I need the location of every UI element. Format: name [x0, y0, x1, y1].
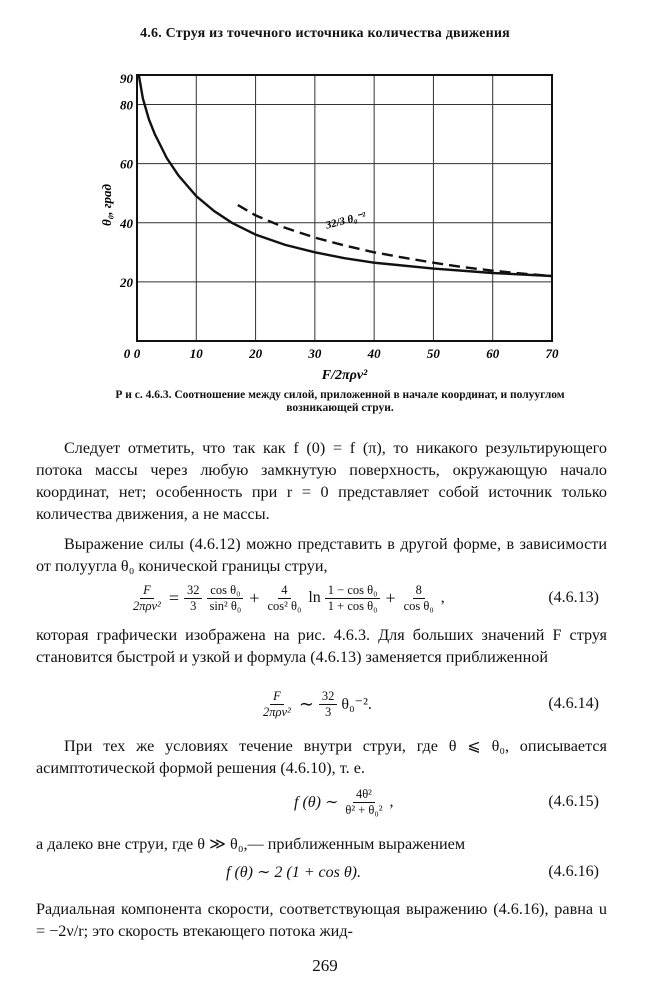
- y-tick-80: 80: [120, 97, 133, 113]
- caption-line-2: возникающей струи.: [286, 402, 394, 414]
- paragraph-6: Радиальная компонента скорости, соответствующая выражению (4.6.16), равна u = −2ν/r; это скорость втекающего потока жид-: [36, 900, 607, 940]
- paragraph-2: Выражение силы (4.6.12) можно представить в другой форме, в зависимости от полуугла θ₀ конической границы струи,: [36, 535, 607, 575]
- y-tick-20: 20: [120, 274, 133, 290]
- eq16-body: f (θ) ∼ 2 (1 + cos θ).: [226, 864, 362, 881]
- figure-4-6-3-chart: [0, 60, 650, 385]
- x-tick-10: 10: [189, 346, 203, 361]
- chart-grid: [137, 75, 552, 341]
- eq14-number: (4.6.14): [548, 695, 599, 712]
- eq15-number: (4.6.15): [548, 793, 599, 810]
- eq13-term2: $\frac{\text{cos θ₀}}{\text{sin² θ₀}}$: [206, 583, 244, 614]
- equation-4-6-14: $\frac{F}{\text{2πρν²}}$ ∼ $\frac{32}{3}$ θ₀⁻². (4.6.14): [36, 684, 607, 724]
- x-tick-70: 70: [545, 346, 559, 361]
- chart-curves: [139, 75, 552, 276]
- y-axis-label: θ₀, град: [99, 184, 114, 227]
- running-header: 4.6. Струя из точечного источника количества движения: [140, 26, 510, 41]
- equation-4-6-13: $\frac{F}{\text{2πρν²}}$ = $\frac{32}{3}$ $\frac{\text{cos θ₀}}{\text{sin² θ₀}}$ + $\frac{4}{\text{cos² θ₀}}$ ln $\frac{\text{1 − cos θ₀}}{\text{1 + cos θ₀}}$ + $\frac{8}{\text{cos θ₀}}$ , (4.6.13): [36, 578, 607, 618]
- figure-caption: [70, 389, 610, 415]
- eq13-term4: $\frac{\text{1 − cos θ₀}}{\text{1 + cos θ₀}}$: [325, 583, 381, 614]
- y-tick-0: 0: [123, 346, 131, 361]
- eq14-lhs: $\frac{F}{\text{2πρν²}}$: [263, 688, 291, 719]
- eq16-number: (4.6.16): [548, 863, 599, 880]
- x-tick-50: 50: [426, 346, 440, 361]
- chart-frame: [137, 75, 552, 341]
- eq13-term1: $\frac{32}{3}$: [184, 583, 203, 614]
- x-tick-30: 30: [308, 346, 322, 361]
- eq13-ln: ln: [308, 589, 321, 606]
- y-tick-60: 60: [120, 156, 133, 172]
- eq13-lhs: $\frac{F}{\text{2πρν²}}$: [133, 582, 161, 613]
- asymptote-label: 32/3 θ₀⁻²: [324, 210, 368, 232]
- eq15-lhs: f (θ) ∼: [294, 794, 339, 811]
- x-axis-label: F/2πρν²: [321, 368, 368, 383]
- paragraph-3: которая графически изображена на рис. 4.6.3. Для больших значений F струя становится быстрой и узкой и формула (4.6.13) заменяется приближенной: [36, 626, 607, 666]
- eq15-frac: $\frac{\text{4θ²}}{\text{θ² + θ₀²}}$: [345, 786, 383, 817]
- page-number: 269: [312, 956, 338, 975]
- y-tick-90: 90: [120, 71, 133, 86]
- paragraph-4: При тех же условиях течение внутри струи, где θ ⩽ θ₀, описывается асимптотической формой решения (4.6.10), т. е.: [36, 737, 607, 777]
- caption-line-1: Р и с. 4.6.3. Соотношение между силой, приложенной в начале координат, и полууглом: [115, 389, 565, 401]
- x-tick-20: 20: [249, 346, 263, 361]
- paragraph-5: а далеко вне струи, где θ ≫ θ₀,— приближенным выражением: [36, 835, 466, 853]
- eq14-coeff: $\frac{32}{3}$: [319, 689, 338, 720]
- y-tick-40: 40: [120, 215, 133, 231]
- equation-4-6-15: f (θ) ∼ $\frac{\text{4θ²}}{\text{θ² + θ₀²}}$ , (4.6.15): [36, 782, 607, 822]
- x-tick-40: 40: [367, 346, 381, 361]
- equation-4-6-16: [36, 852, 607, 892]
- x-tick-60: 60: [486, 346, 500, 361]
- paragraph-1: Следует отметить, что так как f (0) = f (π), то никакого результирующего потока массы через любую замкнутую поверхность, окружающую начало координат, нет; особенность при r = 0 представляет собой источник только количества движения, а не массы.: [36, 439, 607, 523]
- x-tick-0: 0: [133, 346, 141, 361]
- eq13-number: (4.6.13): [548, 589, 599, 606]
- eq14-rhs: θ₀⁻².: [341, 696, 372, 713]
- eq13-term3: $\frac{4}{\text{cos² θ₀}}$: [267, 582, 302, 613]
- eq13-term5: $\frac{8}{\text{cos θ₀}}$: [403, 582, 434, 613]
- curve-exact: [139, 75, 552, 276]
